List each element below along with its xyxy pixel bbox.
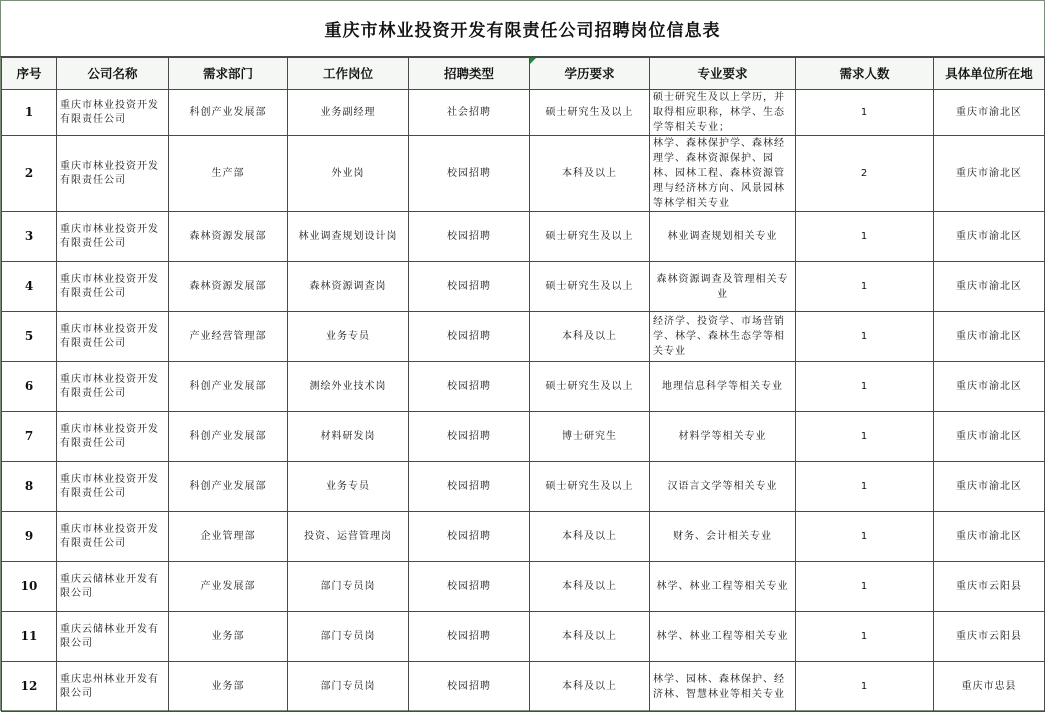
department-cell[interactable]: 企业管理部: [169, 512, 288, 562]
count-cell[interactable]: 1: [796, 412, 934, 462]
location-cell[interactable]: 重庆市渝北区: [934, 90, 1045, 136]
count-cell[interactable]: 2: [796, 136, 934, 212]
recruit-type-cell[interactable]: 校园招聘: [409, 262, 530, 312]
location-cell[interactable]: 重庆市忠县: [934, 662, 1045, 712]
row-index-cell[interactable]: 9: [2, 512, 57, 562]
row-index-cell[interactable]: 1: [2, 90, 57, 136]
location-cell[interactable]: 重庆市渝北区: [934, 262, 1045, 312]
row-index-cell[interactable]: 2: [2, 136, 57, 212]
company-cell[interactable]: 重庆市林业投资开发有限责任公司: [57, 212, 169, 262]
company-cell[interactable]: 重庆市林业投资开发有限责任公司: [57, 512, 169, 562]
table-row[interactable]: [2, 412, 1045, 462]
header-cell-count[interactable]: 需求人数: [796, 58, 934, 90]
major-cell[interactable]: 林学、森林保护学、森林经理学、森林资源保护、园林、园林工程、森林资源管理与经济林方向、风景园林等林学相关专业: [650, 136, 796, 212]
table-row[interactable]: [2, 562, 1045, 612]
recruit-type-cell[interactable]: 校园招聘: [409, 412, 530, 462]
count-cell[interactable]: 1: [796, 512, 934, 562]
position-cell[interactable]: 材料研发岗: [288, 412, 409, 462]
department-cell[interactable]: 科创产业发展部: [169, 362, 288, 412]
education-cell[interactable]: 本科及以上: [530, 136, 650, 212]
location-cell[interactable]: 重庆市渝北区: [934, 136, 1045, 212]
department-cell[interactable]: 森林资源发展部: [169, 212, 288, 262]
recruit-type-cell[interactable]: 校园招聘: [409, 136, 530, 212]
education-cell[interactable]: 硕士研究生及以上: [530, 462, 650, 512]
position-cell[interactable]: 业务专员: [288, 462, 409, 512]
row-index-cell[interactable]: 4: [2, 262, 57, 312]
recruit-type-cell[interactable]: 校园招聘: [409, 662, 530, 712]
position-cell[interactable]: 测绘外业技术岗: [288, 362, 409, 412]
count-cell[interactable]: 1: [796, 612, 934, 662]
header-cell-education[interactable]: 学历要求: [530, 58, 650, 90]
education-cell[interactable]: 本科及以上: [530, 562, 650, 612]
location-cell[interactable]: 重庆市渝北区: [934, 312, 1045, 362]
position-cell[interactable]: 部门专员岗: [288, 662, 409, 712]
position-cell[interactable]: 外业岗: [288, 136, 409, 212]
education-cell[interactable]: 本科及以上: [530, 512, 650, 562]
count-cell[interactable]: 1: [796, 662, 934, 712]
department-cell[interactable]: 科创产业发展部: [169, 462, 288, 512]
position-cell[interactable]: 部门专员岗: [288, 562, 409, 612]
job-table: [1, 57, 1045, 712]
position-cell[interactable]: 业务专员: [288, 312, 409, 362]
education-cell[interactable]: 硕士研究生及以上: [530, 90, 650, 136]
company-cell[interactable]: 重庆市林业投资开发有限责任公司: [57, 262, 169, 312]
recruit-type-cell[interactable]: 校园招聘: [409, 512, 530, 562]
position-cell[interactable]: 投资、运营管理岗: [288, 512, 409, 562]
location-cell[interactable]: 重庆市渝北区: [934, 412, 1045, 462]
education-cell[interactable]: 硕士研究生及以上: [530, 362, 650, 412]
row-index-cell[interactable]: 5: [2, 312, 57, 362]
education-cell[interactable]: 本科及以上: [530, 612, 650, 662]
table-row[interactable]: [2, 212, 1045, 262]
location-cell[interactable]: 重庆市云阳县: [934, 562, 1045, 612]
position-cell[interactable]: 森林资源调查岗: [288, 262, 409, 312]
company-cell[interactable]: 重庆云储林业开发有限公司: [57, 562, 169, 612]
department-cell[interactable]: 产业经营管理部: [169, 312, 288, 362]
department-cell[interactable]: 生产部: [169, 136, 288, 212]
row-index-cell[interactable]: 3: [2, 212, 57, 262]
header-cell-index[interactable]: 序号: [2, 58, 57, 90]
row-index-cell[interactable]: 8: [2, 462, 57, 512]
header-cell-company[interactable]: 公司名称: [57, 58, 169, 90]
cell-comment-marker: [530, 58, 536, 64]
company-cell[interactable]: 重庆市林业投资开发有限责任公司: [57, 362, 169, 412]
major-cell[interactable]: 财务、会计相关专业: [650, 512, 796, 562]
table-row[interactable]: [2, 612, 1045, 662]
table-row[interactable]: [2, 462, 1045, 512]
table-row[interactable]: [2, 362, 1045, 412]
department-cell[interactable]: 产业发展部: [169, 562, 288, 612]
table-row[interactable]: [2, 662, 1045, 712]
major-cell[interactable]: 材料学等相关专业: [650, 412, 796, 462]
location-cell[interactable]: 重庆市渝北区: [934, 362, 1045, 412]
department-cell[interactable]: 业务部: [169, 612, 288, 662]
count-cell[interactable]: 1: [796, 462, 934, 512]
recruit-type-cell[interactable]: 校园招聘: [409, 612, 530, 662]
row-index-cell[interactable]: 10: [2, 562, 57, 612]
header-cell-position[interactable]: 工作岗位: [288, 58, 409, 90]
department-cell[interactable]: 科创产业发展部: [169, 90, 288, 136]
company-cell[interactable]: 重庆市林业投资开发有限责任公司: [57, 312, 169, 362]
education-cell[interactable]: 本科及以上: [530, 312, 650, 362]
location-cell[interactable]: 重庆市渝北区: [934, 462, 1045, 512]
company-cell[interactable]: 重庆市林业投资开发有限责任公司: [57, 412, 169, 462]
company-cell[interactable]: 重庆市林业投资开发有限责任公司: [57, 90, 169, 136]
major-cell[interactable]: 林学、园林、森林保护、经济林、智慧林业等相关专业: [650, 662, 796, 712]
education-cell[interactable]: 博士研究生: [530, 412, 650, 462]
header-cell-recruit-type[interactable]: 招聘类型: [409, 58, 530, 90]
header-cell-department[interactable]: 需求部门: [169, 58, 288, 90]
table-row[interactable]: [2, 136, 1045, 212]
table-row[interactable]: [2, 312, 1045, 362]
major-cell[interactable]: 经济学、投资学、市场营销学、林学、森林生态学等相关专业: [650, 312, 796, 362]
count-cell[interactable]: 1: [796, 562, 934, 612]
department-cell[interactable]: 科创产业发展部: [169, 412, 288, 462]
row-index-cell[interactable]: 11: [2, 612, 57, 662]
major-cell[interactable]: 森林资源调查及管理相关专业: [650, 262, 796, 312]
recruit-type-cell[interactable]: 校园招聘: [409, 212, 530, 262]
major-cell[interactable]: 林学、林业工程等相关专业: [650, 562, 796, 612]
location-cell[interactable]: 重庆市渝北区: [934, 512, 1045, 562]
header-cell-major[interactable]: 专业要求: [650, 58, 796, 90]
major-cell[interactable]: 林学、林业工程等相关专业: [650, 612, 796, 662]
company-cell[interactable]: 重庆云储林业开发有限公司: [57, 612, 169, 662]
count-cell[interactable]: 1: [796, 312, 934, 362]
row-index-cell[interactable]: 7: [2, 412, 57, 462]
header-row: [2, 58, 1045, 90]
education-cell[interactable]: 本科及以上: [530, 662, 650, 712]
education-cell[interactable]: 硕士研究生及以上: [530, 212, 650, 262]
recruit-type-cell[interactable]: 校园招聘: [409, 312, 530, 362]
position-cell[interactable]: 林业调查规划设计岗: [288, 212, 409, 262]
table-row[interactable]: [2, 90, 1045, 136]
count-cell[interactable]: 1: [796, 262, 934, 312]
location-cell[interactable]: 重庆市云阳县: [934, 612, 1045, 662]
company-cell[interactable]: 重庆市林业投资开发有限责任公司: [57, 462, 169, 512]
company-cell[interactable]: 重庆忠州林业开发有限公司: [57, 662, 169, 712]
major-cell[interactable]: 汉语言文学等相关专业: [650, 462, 796, 512]
education-cell[interactable]: 硕士研究生及以上: [530, 262, 650, 312]
row-index-cell[interactable]: 6: [2, 362, 57, 412]
recruit-type-cell[interactable]: 校园招聘: [409, 362, 530, 412]
table-row[interactable]: [2, 512, 1045, 562]
header-cell-location[interactable]: 具体单位所在地: [934, 58, 1045, 90]
location-cell[interactable]: 重庆市渝北区: [934, 212, 1045, 262]
department-cell[interactable]: 业务部: [169, 662, 288, 712]
department-cell[interactable]: 森林资源发展部: [169, 262, 288, 312]
count-cell[interactable]: 1: [796, 362, 934, 412]
major-cell[interactable]: 林业调查规划相关专业: [650, 212, 796, 262]
major-cell[interactable]: 地理信息科学等相关专业: [650, 362, 796, 412]
position-cell[interactable]: 业务副经理: [288, 90, 409, 136]
page-title: 重庆市林业投资开发有限责任公司招聘岗位信息表: [0, 0, 1045, 57]
recruit-type-cell[interactable]: 校园招聘: [409, 562, 530, 612]
count-cell[interactable]: 1: [796, 212, 934, 262]
major-cell[interactable]: 硕士研究生及以上学历，并取得相应职称，林学、生态学等相关专业；: [650, 90, 796, 136]
position-cell[interactable]: 部门专员岗: [288, 612, 409, 662]
recruit-type-cell[interactable]: 社会招聘: [409, 90, 530, 136]
row-index-cell[interactable]: 12: [2, 662, 57, 712]
company-cell[interactable]: 重庆市林业投资开发有限责任公司: [57, 136, 169, 212]
count-cell[interactable]: 1: [796, 90, 934, 136]
recruit-type-cell[interactable]: 校园招聘: [409, 462, 530, 512]
table-row[interactable]: [2, 262, 1045, 312]
